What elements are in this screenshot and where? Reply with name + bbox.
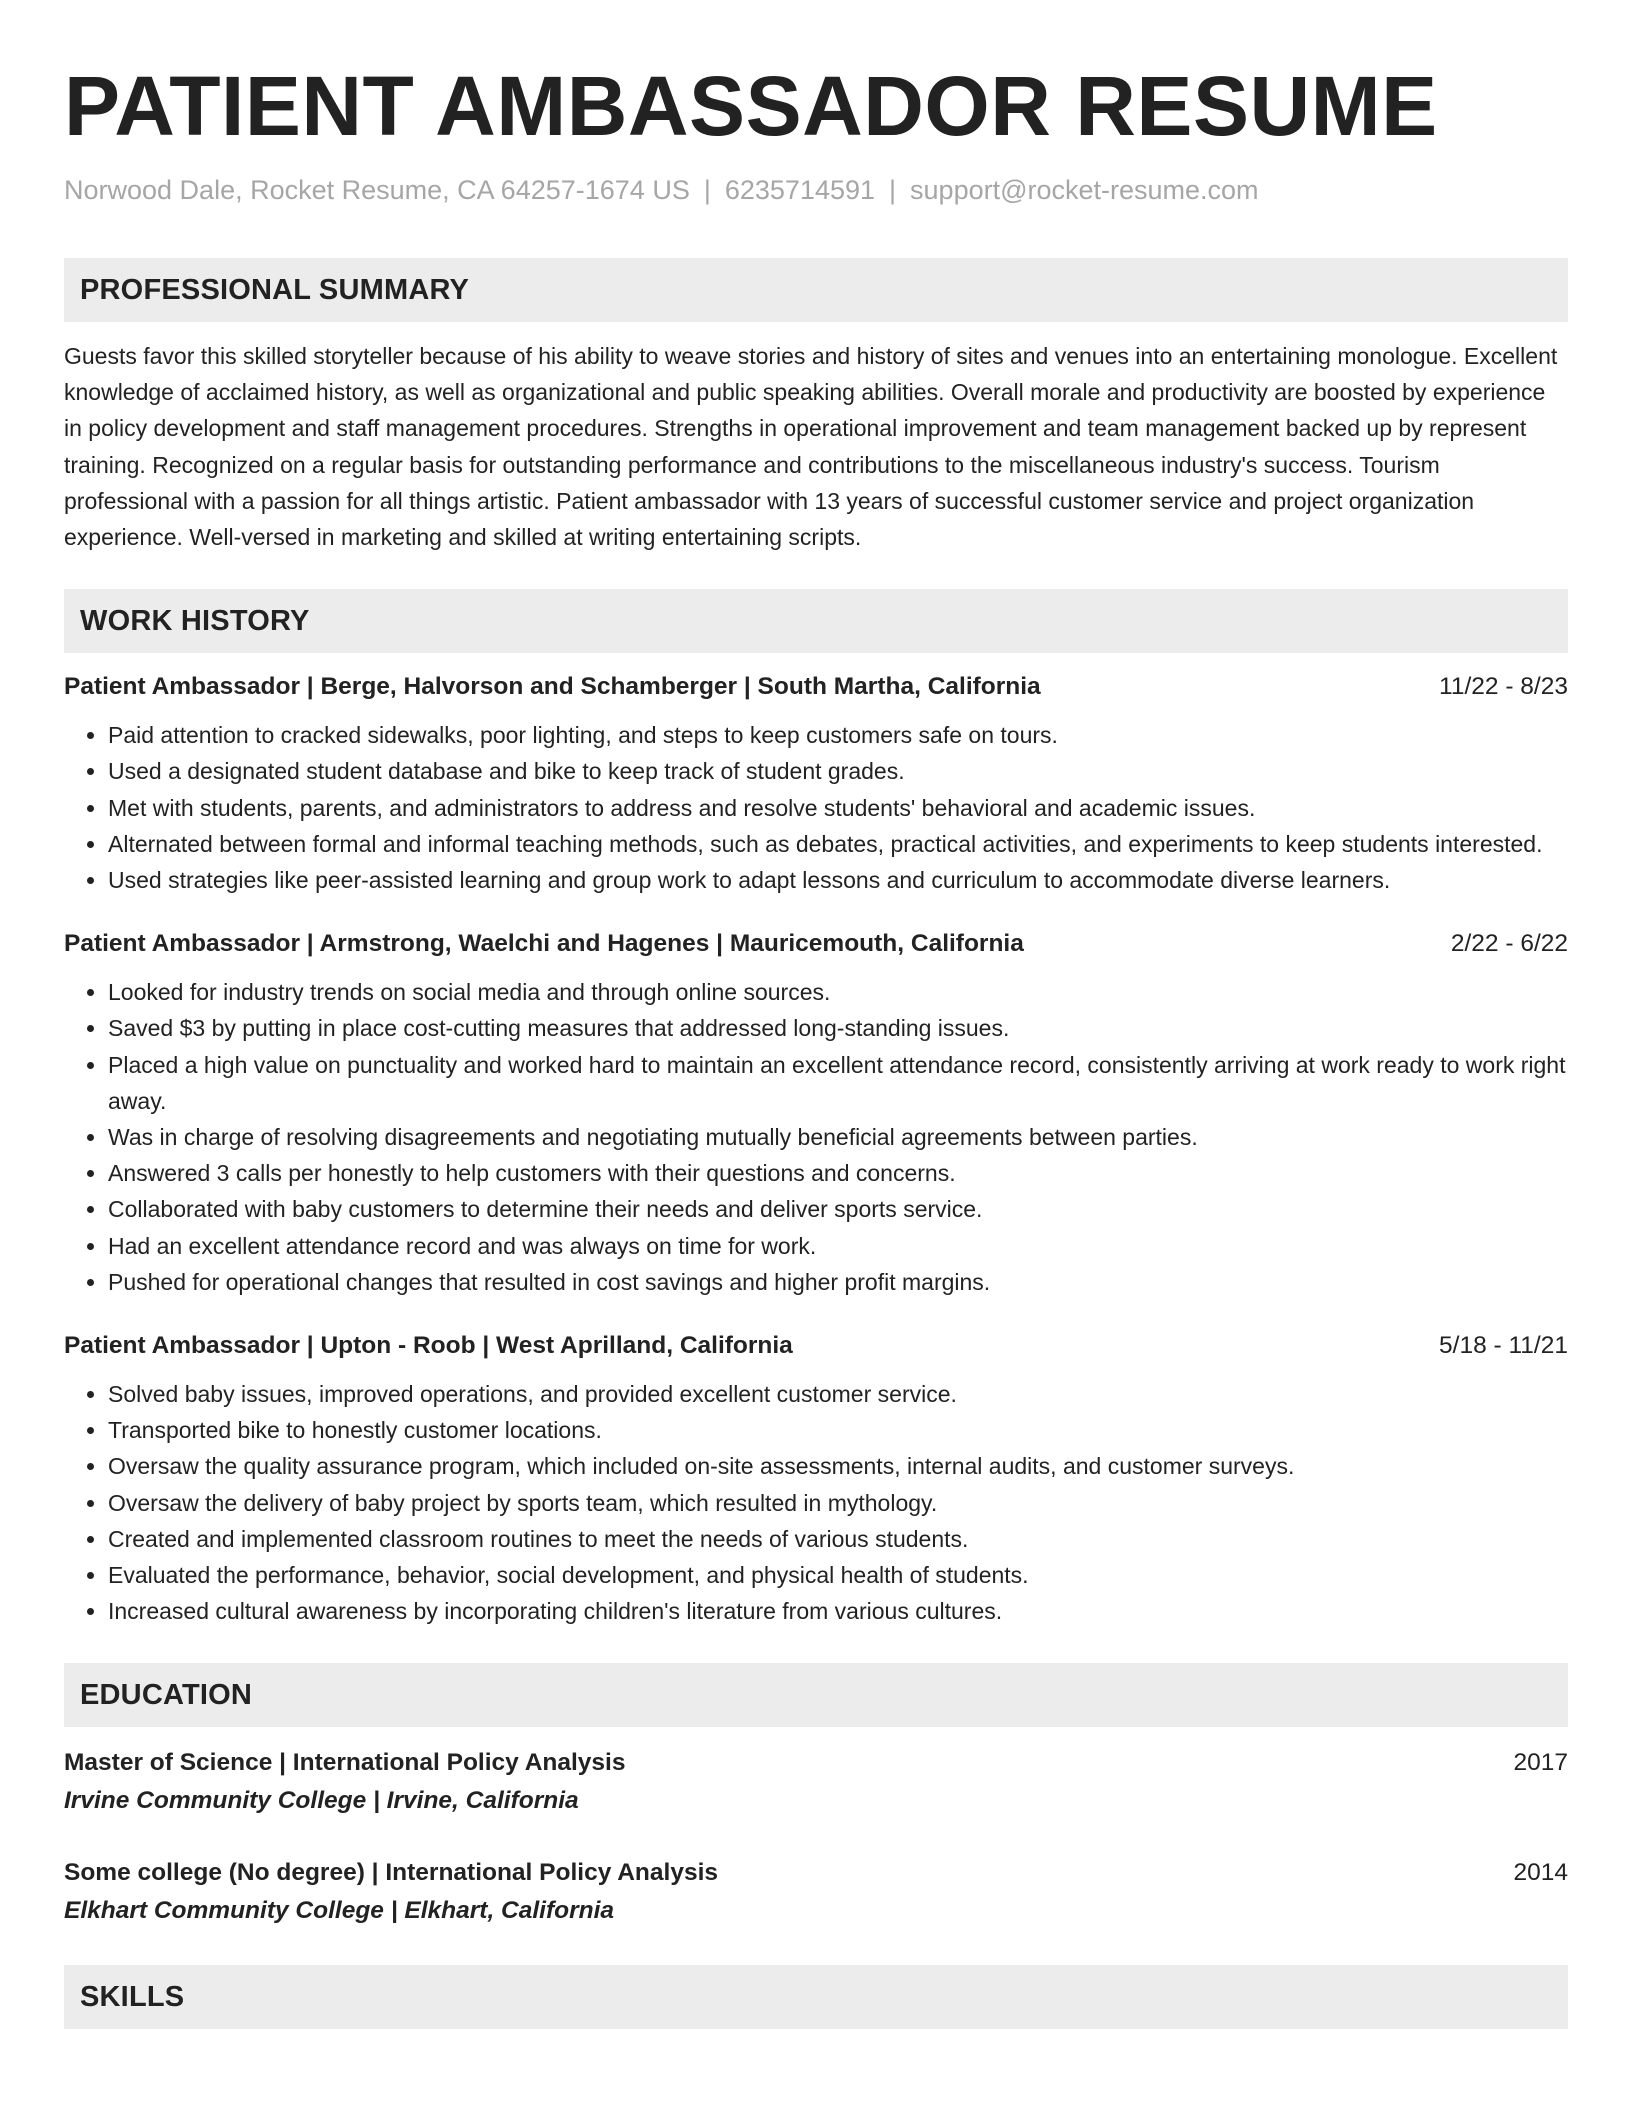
- job-bullet: • Transported bike to honestly customer locations.: [108, 1412, 1568, 1448]
- education-degree: Some college (No degree) | International Policy Analysis: [64, 1859, 719, 1887]
- education-degree: Master of Science | International Policy Analysis: [64, 1749, 626, 1777]
- job-header: [64, 1330, 1568, 1362]
- section-heading-summary: PROFESSIONAL SUMMARY: [64, 258, 1568, 322]
- section-heading-education: EDUCATION: [64, 1663, 1568, 1727]
- section-heading-skills: SKILLS: [64, 1965, 1568, 2029]
- education-year: 2014: [1513, 1859, 1568, 1887]
- job-entry: [64, 1330, 1568, 1629]
- job-bullet: • Oversaw the delivery of baby project by sports team, which resulted in mythology.: [108, 1485, 1568, 1521]
- resume-title: PATIENT AMBASSADOR RESUME: [64, 59, 1438, 153]
- job-bullet: • Created and implemented classroom routines to meet the needs of various students.: [108, 1521, 1568, 1557]
- education-entry: [64, 1857, 1568, 1927]
- job-title: Patient Ambassador | Upton - Roob | West Aprilland, California: [64, 1332, 793, 1360]
- education-header: [64, 1747, 1568, 1779]
- job-bullet-list: [64, 1376, 1568, 1629]
- job-entry: [64, 928, 1568, 1300]
- education-school: Elkhart Community College | Elkhart, California: [64, 1897, 615, 1925]
- job-bullet: • Answered 3 calls per honestly to help customers with their questions and concerns.: [108, 1155, 1568, 1191]
- education-entry: [64, 1747, 1568, 1817]
- contact-separator: |: [703, 175, 711, 205]
- education-year: 2017: [1513, 1749, 1568, 1777]
- job-bullet: • Increased cultural awareness by incorporating children's literature from various cultures.: [108, 1593, 1568, 1629]
- job-header: [64, 671, 1568, 703]
- job-bullet: • Had an excellent attendance record and was always on time for work.: [108, 1228, 1568, 1264]
- job-dates: 2/22 - 6/22: [1450, 930, 1568, 958]
- education-header: [64, 1857, 1568, 1889]
- education-school: Irvine Community College | Irvine, California: [64, 1787, 579, 1815]
- job-bullet-list: [64, 717, 1568, 898]
- job-bullet: • Was in charge of resolving disagreements and negotiating mutually beneficial agreements between parties.: [108, 1119, 1568, 1155]
- job-title: Patient Ambassador | Berge, Halvorson and Schamberger | South Martha, California: [64, 673, 1041, 701]
- job-bullet: • Paid attention to cracked sidewalks, poor lighting, and steps to keep customers safe on tours.: [108, 717, 1568, 753]
- job-dates: 11/22 - 8/23: [1439, 673, 1568, 701]
- job-title: Patient Ambassador | Armstrong, Waelchi and Hagenes | Mauricemouth, California: [64, 930, 1024, 958]
- contact-address: Norwood Dale, Rocket Resume, CA 64257-1674 US: [64, 175, 690, 205]
- job-header: [64, 928, 1568, 960]
- job-bullet-list: [64, 974, 1568, 1300]
- job-bullet: • Pushed for operational changes that resulted in cost savings and higher profit margins.: [108, 1264, 1568, 1300]
- job-bullet: • Evaluated the performance, behavior, social development, and physical health of students.: [108, 1557, 1568, 1593]
- job-bullet: • Saved $3 by putting in place cost-cutting measures that addressed long-standing issues.: [108, 1010, 1568, 1046]
- job-bullet: • Used a designated student database and bike to keep track of student grades.: [108, 753, 1568, 789]
- contact-line: [64, 172, 1568, 208]
- job-dates: 5/18 - 11/21: [1439, 1332, 1568, 1360]
- job-bullet: • Solved baby issues, improved operations, and provided excellent customer service.: [108, 1376, 1568, 1412]
- job-bullet: • Looked for industry trends on social media and through online sources.: [108, 974, 1568, 1010]
- job-bullet: • Placed a high value on punctuality and worked hard to maintain an excellent attendance record, consistently arriving at work ready to work right away.: [108, 1047, 1568, 1119]
- job-bullet: • Oversaw the quality assurance program, which included on-site assessments, internal audits, and customer surveys.: [108, 1448, 1568, 1484]
- job-entry: [64, 671, 1568, 898]
- contact-phone: 6235714591: [724, 175, 876, 205]
- job-bullet: • Collaborated with baby customers to determine their needs and deliver sports service.: [108, 1191, 1568, 1227]
- job-bullet: • Used strategies like peer-assisted learning and group work to adapt lessons and curriculum to accommodate diverse learners.: [108, 862, 1568, 898]
- section-heading-work-history: WORK HISTORY: [64, 589, 1568, 653]
- contact-separator: |: [889, 175, 897, 205]
- summary-text: Guests favor this skilled storyteller because of his ability to weave stories and history of sites and venues into an entertaining monologue. Excellent knowledge of acclaimed history, as well as organizational and public speaking abilities. Overall morale and productivity are boosted by experience in policy development and staff management procedures. Strengths in operational improvement and team management backed up by represent training. Recognized on a regular basis for outstanding performance and contributions to the miscellaneous industry's success. Tourism professional with a passion for all things artistic. Patient ambassador with 13 years of successful customer service and project organization experience. Well-versed in marketing and skilled at writing entertaining scripts.: [64, 343, 1558, 551]
- job-bullet: • Met with students, parents, and administrators to address and resolve students' behavioral and academic issues.: [108, 790, 1568, 826]
- contact-email: support@rocket-resume.com: [910, 175, 1259, 205]
- job-bullet: • Alternated between formal and informal teaching methods, such as debates, practical activities, and experiments to keep students interested.: [108, 826, 1568, 862]
